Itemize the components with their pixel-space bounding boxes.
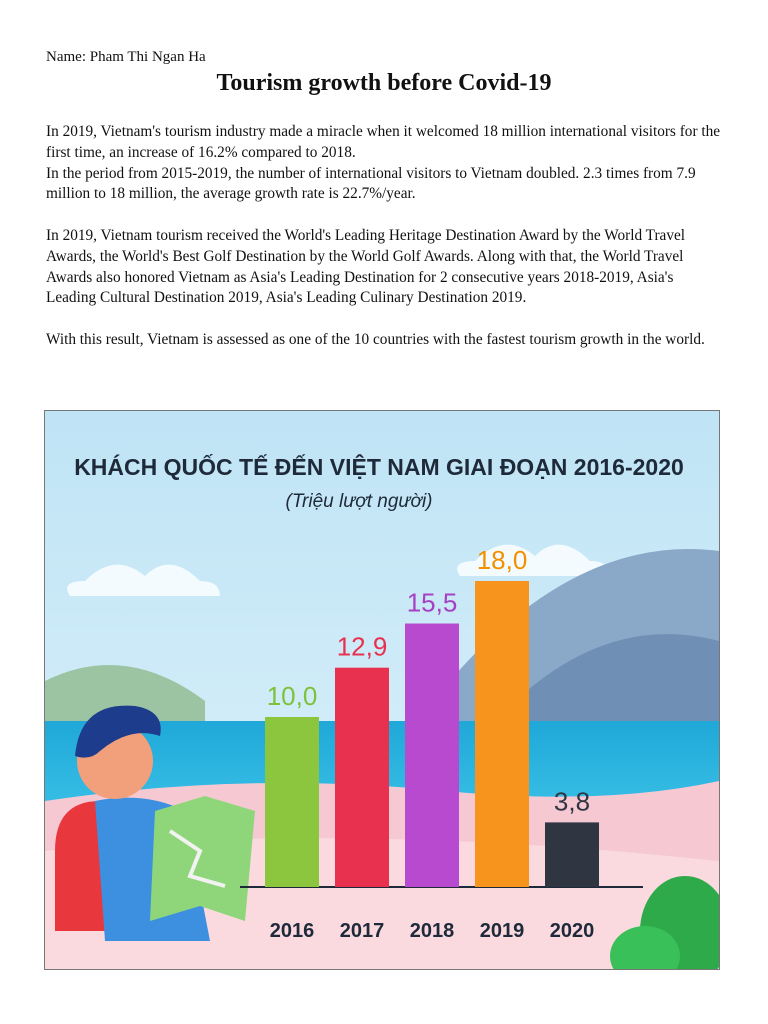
value-label-2019: 18,0 bbox=[476, 545, 528, 575]
folded-map bbox=[150, 796, 255, 921]
bar-2018 bbox=[405, 624, 459, 888]
x-tick-2017: 2017 bbox=[339, 920, 385, 942]
paragraph-4: With this result, Vietnam is assessed as one of the 10 countries with the fastest tourism growth in the world. bbox=[46, 330, 705, 348]
bar-2019 bbox=[475, 581, 529, 887]
x-tick-2020: 2020 bbox=[549, 920, 595, 942]
chart-subtitle: (Triệu lượt người) bbox=[285, 491, 433, 512]
paragraph-3: In 2019, Vietnam tourism received the World's Leading Heritage Destination Award by the World Travel Awards, the World's Best Golf Destination by the World Golf Awards. Along with that, the World Travel Awards also honored Vietnam as Asia's Leading Destination for 2 consecutive years 2018-2019, Asia's Leading Cultural Destination 2019, Asia's Leading Culinary Destination 2019. bbox=[46, 226, 686, 307]
value-label-2018: 15,5 bbox=[406, 587, 458, 618]
bar-2017 bbox=[335, 668, 389, 887]
paragraph-2: In the period from 2015-2019, the number of international visitors to Vietnam doubled. 2.3 times from 7.9 million to 18 million, the average growth rate is 22.7%/year. bbox=[46, 164, 696, 203]
value-label-2016: 10,0 bbox=[266, 681, 318, 711]
bar-2020 bbox=[545, 822, 599, 887]
author-name: Name: Pham Thi Ngan Ha bbox=[46, 49, 206, 65]
x-tick-2018: 2018 bbox=[409, 920, 455, 942]
visitor-bar-chart bbox=[45, 411, 719, 969]
paragraph-1: In 2019, Vietnam's tourism industry made a miracle when it welcomed 18 million international visitors for the first time, an increase of 16.2% compared to 2018. bbox=[46, 123, 721, 161]
x-tick-2019: 2019 bbox=[479, 920, 525, 942]
page-title: Tourism growth before Covid-19 bbox=[216, 70, 552, 96]
chart-title: KHÁCH QUỐC TẾ ĐẾN VIỆT NAM GIAI ĐOẠN 2016-2020 bbox=[74, 454, 684, 480]
bar-2016 bbox=[265, 717, 319, 887]
value-label-2020: 3,8 bbox=[553, 786, 591, 817]
paragraph-visitors bbox=[46, 122, 726, 205]
x-tick-2016: 2016 bbox=[269, 920, 315, 942]
chart-figure bbox=[44, 410, 720, 970]
body-text bbox=[46, 122, 726, 372]
value-label-2017: 12,9 bbox=[336, 631, 388, 662]
